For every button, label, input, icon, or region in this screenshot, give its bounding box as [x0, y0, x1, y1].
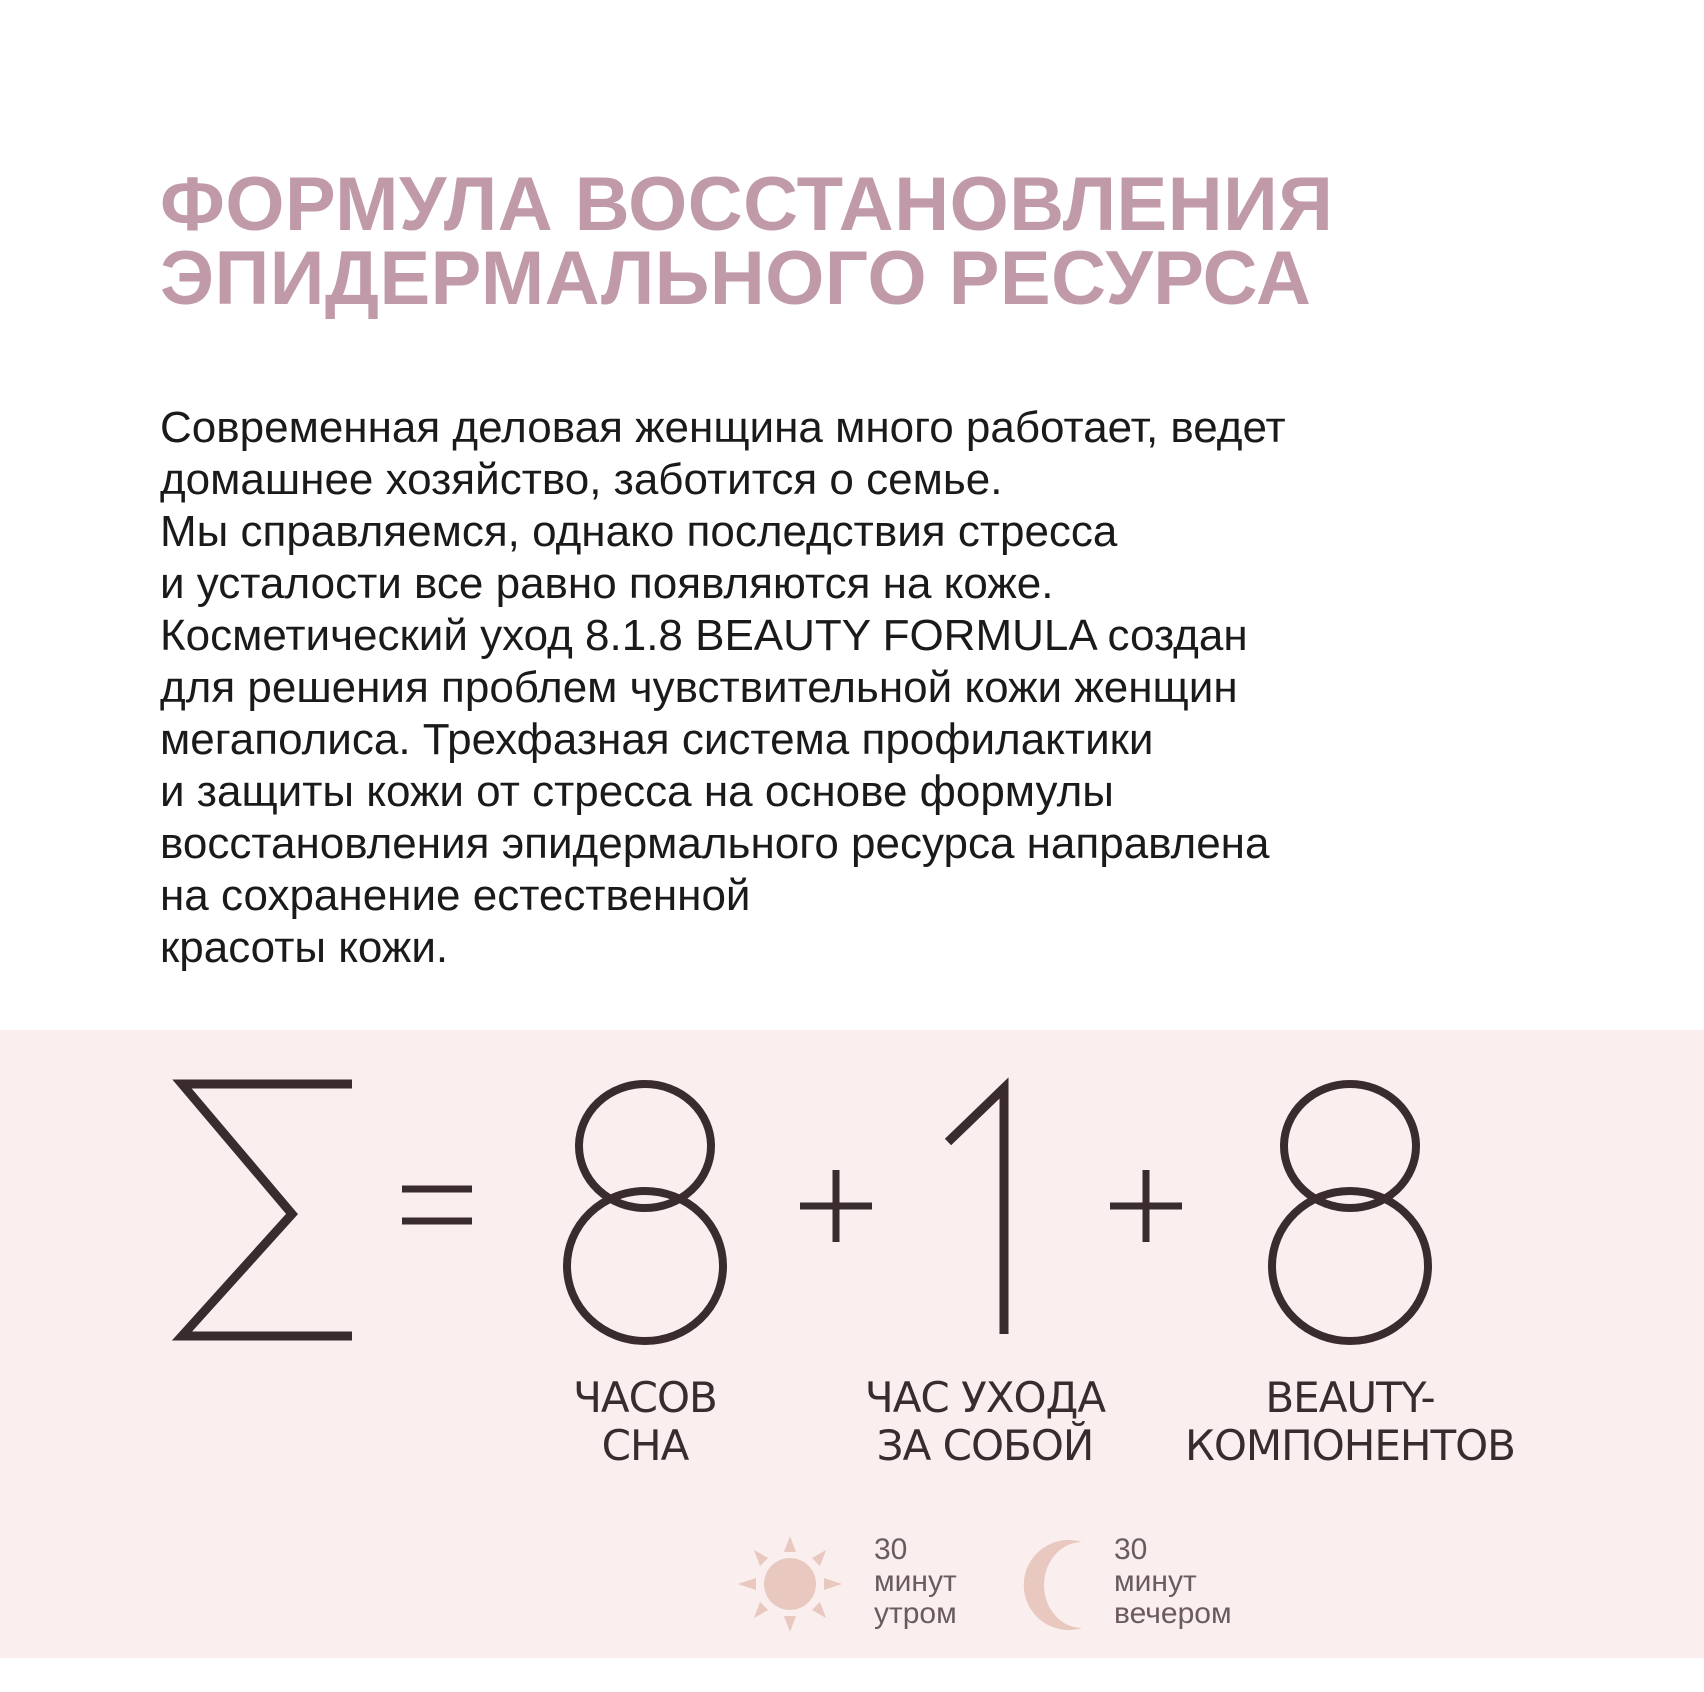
digit-eight-sleep [560, 1080, 730, 1346]
digit-eight-components [1265, 1080, 1435, 1346]
plus-sign [1110, 1170, 1182, 1242]
morning-time: утром [874, 1597, 957, 1630]
bottom-margin [0, 1658, 1704, 1692]
paragraph-line: домашнее хозяйство, заботится о семье. [160, 455, 1003, 504]
morning-minutes: 30 [874, 1533, 908, 1566]
caption-sleep [545, 1374, 745, 1470]
caption-line: ЧАСОВ [573, 1373, 717, 1422]
paragraph-line: красоты кожи. [160, 923, 449, 972]
intro-paragraph [160, 402, 1620, 974]
caption-line: BEAUTY- [1265, 1373, 1435, 1422]
morning-unit: минут [874, 1565, 957, 1598]
evening-unit: минут [1114, 1565, 1197, 1598]
caption-line: КОМПОНЕНТОВ [1185, 1421, 1515, 1470]
paragraph-line: восстановления эпидермального ресурса направлена [160, 819, 1270, 868]
plus-sign [800, 1170, 872, 1242]
equals-sign [402, 1186, 472, 1226]
digit-one-care [944, 1084, 1014, 1334]
sigma-symbol [170, 1080, 360, 1340]
paragraph-line: на сохранение естественной [160, 871, 751, 920]
paragraph-line: Косметический уход 8.1.8 BEAUTY FORMULA создан [160, 611, 1248, 660]
paragraph-line: мегаполиса. Трехфазная система профилактики [160, 715, 1154, 764]
sun-icon [738, 1536, 842, 1632]
page-heading [160, 162, 1620, 321]
morning-routine [874, 1534, 957, 1630]
paragraph-line: для решения проблем чувствительной кожи женщин [160, 663, 1238, 712]
paragraph-line: и усталости все равно появляются на коже. [160, 559, 1054, 608]
caption-line: ЧАС УХОДА [864, 1373, 1106, 1422]
evening-minutes: 30 [1114, 1533, 1148, 1566]
heading-line-1: ФОРМУЛА ВОССТАНОВЛЕНИЯ [160, 162, 1334, 247]
heading-line-2: ЭПИДЕРМАЛЬНОГО РЕСУРСА [160, 236, 1312, 321]
paragraph-line: Современная деловая женщина много работает, ведет [160, 403, 1286, 452]
evening-routine [1114, 1534, 1232, 1630]
caption-line: ЗА СОБОЙ [876, 1421, 1094, 1470]
caption-line: СНА [601, 1421, 689, 1470]
paragraph-line: Мы справляемся, однако последствия стресса [160, 507, 1118, 556]
evening-time: вечером [1114, 1597, 1232, 1630]
caption-care [840, 1374, 1130, 1470]
paragraph-line: и защиты кожи от стресса на основе формулы [160, 767, 1114, 816]
caption-components [1170, 1374, 1530, 1470]
moon-icon [1026, 1540, 1086, 1630]
